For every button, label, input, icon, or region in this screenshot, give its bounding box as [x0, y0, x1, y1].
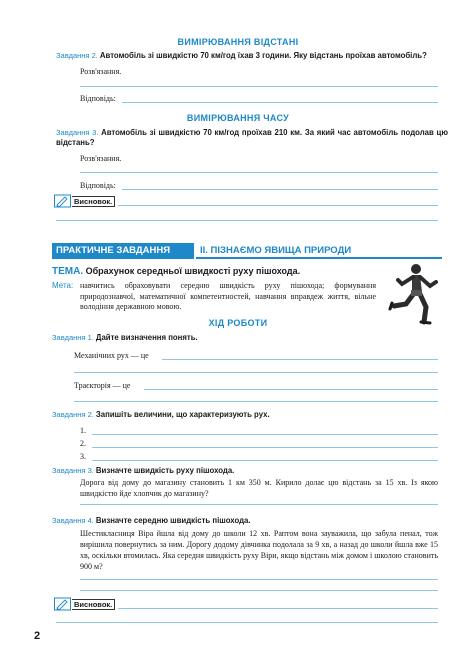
- task-2-distance: [56, 51, 448, 61]
- writing-line[interactable]: [144, 389, 438, 390]
- solution-label: Розв'язання.: [80, 67, 122, 76]
- writing-line[interactable]: [80, 590, 438, 591]
- task-label: Завдання 3.: [56, 128, 99, 137]
- goal-text: навчитись обраховувати середню швидкість руху пішохода; формування природознавчої, математичної компетентностей, навчання вправдеж життя, вільне володіння державною мовою.: [80, 281, 376, 311]
- task-3-body: Дорога від дому до магазину становить 1 км 350 м. Кирило долає цю відстань за 15 хв. Із якою швидкістю йде хлопчик до магазину?: [80, 478, 438, 498]
- task-4-average-speed: [52, 516, 251, 526]
- writing-line[interactable]: [92, 447, 438, 448]
- task-text: Автомобіль зі швидкістю 70 км/год проїхав 210 км. За який час автомобіль подолав цю відстань?: [56, 128, 448, 147]
- conclusion-label: Висновок.: [72, 599, 115, 610]
- runner-image: [386, 262, 442, 326]
- goal-block: [52, 281, 376, 313]
- task-4-body: Шестикласниця Віра йшла від дому до школи 12 хв. Раптом вона зауважила, що забула пенал, тож вирішила повернутись за ним. Дорогу додому дівчинка подолала за 9 хв, а назад до школи йшла вже 15 хв, оскільки втомилась. Яка середня швидкість руху Віри, якщо відстань між домом і школою становить 900 м?: [80, 529, 438, 571]
- writing-line[interactable]: [92, 434, 438, 435]
- goal-label: Мета:: [52, 281, 74, 290]
- solution-label: Розв'язання.: [80, 154, 122, 163]
- task-3-time: [56, 128, 448, 148]
- theme-label: ТЕМА.: [52, 266, 84, 277]
- task-text: Визначте середню швидкість пішохода.: [95, 516, 251, 525]
- banner-section-title: ІІ. ПІЗНАЄМО ЯВИЩА ПРИРОДИ: [196, 243, 442, 259]
- conclusion-line[interactable]: [118, 205, 438, 206]
- task-label: Завдання 3.: [52, 466, 94, 475]
- writing-line[interactable]: [74, 372, 438, 373]
- answer-label: Відповідь:: [80, 94, 116, 103]
- task-text: Автомобіль зі швидкістю 70 км/год їхав 3 години. Яку відстань проїхав автомобіль?: [99, 51, 427, 60]
- writing-line[interactable]: [80, 86, 438, 87]
- task-label: Завдання 2.: [52, 410, 94, 419]
- answer-line[interactable]: [122, 189, 438, 190]
- task-label: Завдання 2.: [56, 51, 98, 60]
- pencil-icon: [54, 597, 72, 611]
- theme-text: Обрахунок середньої швидкості руху пішохода.: [85, 266, 301, 276]
- term-mechanical-motion: Механічних рух — це: [74, 351, 149, 360]
- writing-line[interactable]: [80, 579, 438, 580]
- list-item: 1.: [80, 426, 86, 435]
- conclusion-line[interactable]: [56, 220, 438, 221]
- task-text: Запишіть величини, що характеризують рух.: [95, 410, 270, 419]
- conclusion-label: Висновок.: [72, 196, 115, 207]
- writing-line[interactable]: [162, 359, 438, 360]
- term-trajectory: Траєкторія — це: [74, 381, 131, 390]
- task-label: Завдання 1.: [52, 333, 94, 342]
- section-heading-distance: ВИМІРЮВАННЯ ВІДСТАНІ: [177, 37, 299, 47]
- task-label: Завдання 4.: [52, 516, 94, 525]
- writing-line[interactable]: [92, 460, 438, 461]
- task-text: Визначте швидкість руху пішохода.: [95, 466, 235, 475]
- banner-practical-task: ПРАКТИЧНЕ ЗАВДАННЯ: [52, 243, 194, 259]
- section-heading-time: ВИМІРЮВАННЯ ЧАСУ: [186, 113, 290, 123]
- conclusion-box: [54, 597, 115, 611]
- pencil-icon: [54, 194, 72, 208]
- task-text: Дайте визначення понять.: [95, 333, 198, 342]
- conclusion-line[interactable]: [118, 608, 438, 609]
- list-item: 3.: [80, 452, 86, 461]
- task-2-quantities: [52, 410, 270, 420]
- writing-line[interactable]: [74, 401, 438, 402]
- task-3-speed: [52, 466, 234, 476]
- page-number: 2: [34, 630, 41, 642]
- task-1: [52, 333, 198, 343]
- writing-line[interactable]: [80, 172, 438, 173]
- list-item: 2.: [80, 439, 86, 448]
- conclusion-box: [54, 194, 115, 208]
- theme-line: [52, 266, 382, 277]
- answer-label: Відповідь:: [80, 181, 116, 190]
- workflow-heading: ХІД РОБОТИ: [208, 318, 268, 328]
- writing-line[interactable]: [80, 504, 438, 505]
- conclusion-line[interactable]: [56, 622, 438, 623]
- answer-line[interactable]: [122, 102, 438, 103]
